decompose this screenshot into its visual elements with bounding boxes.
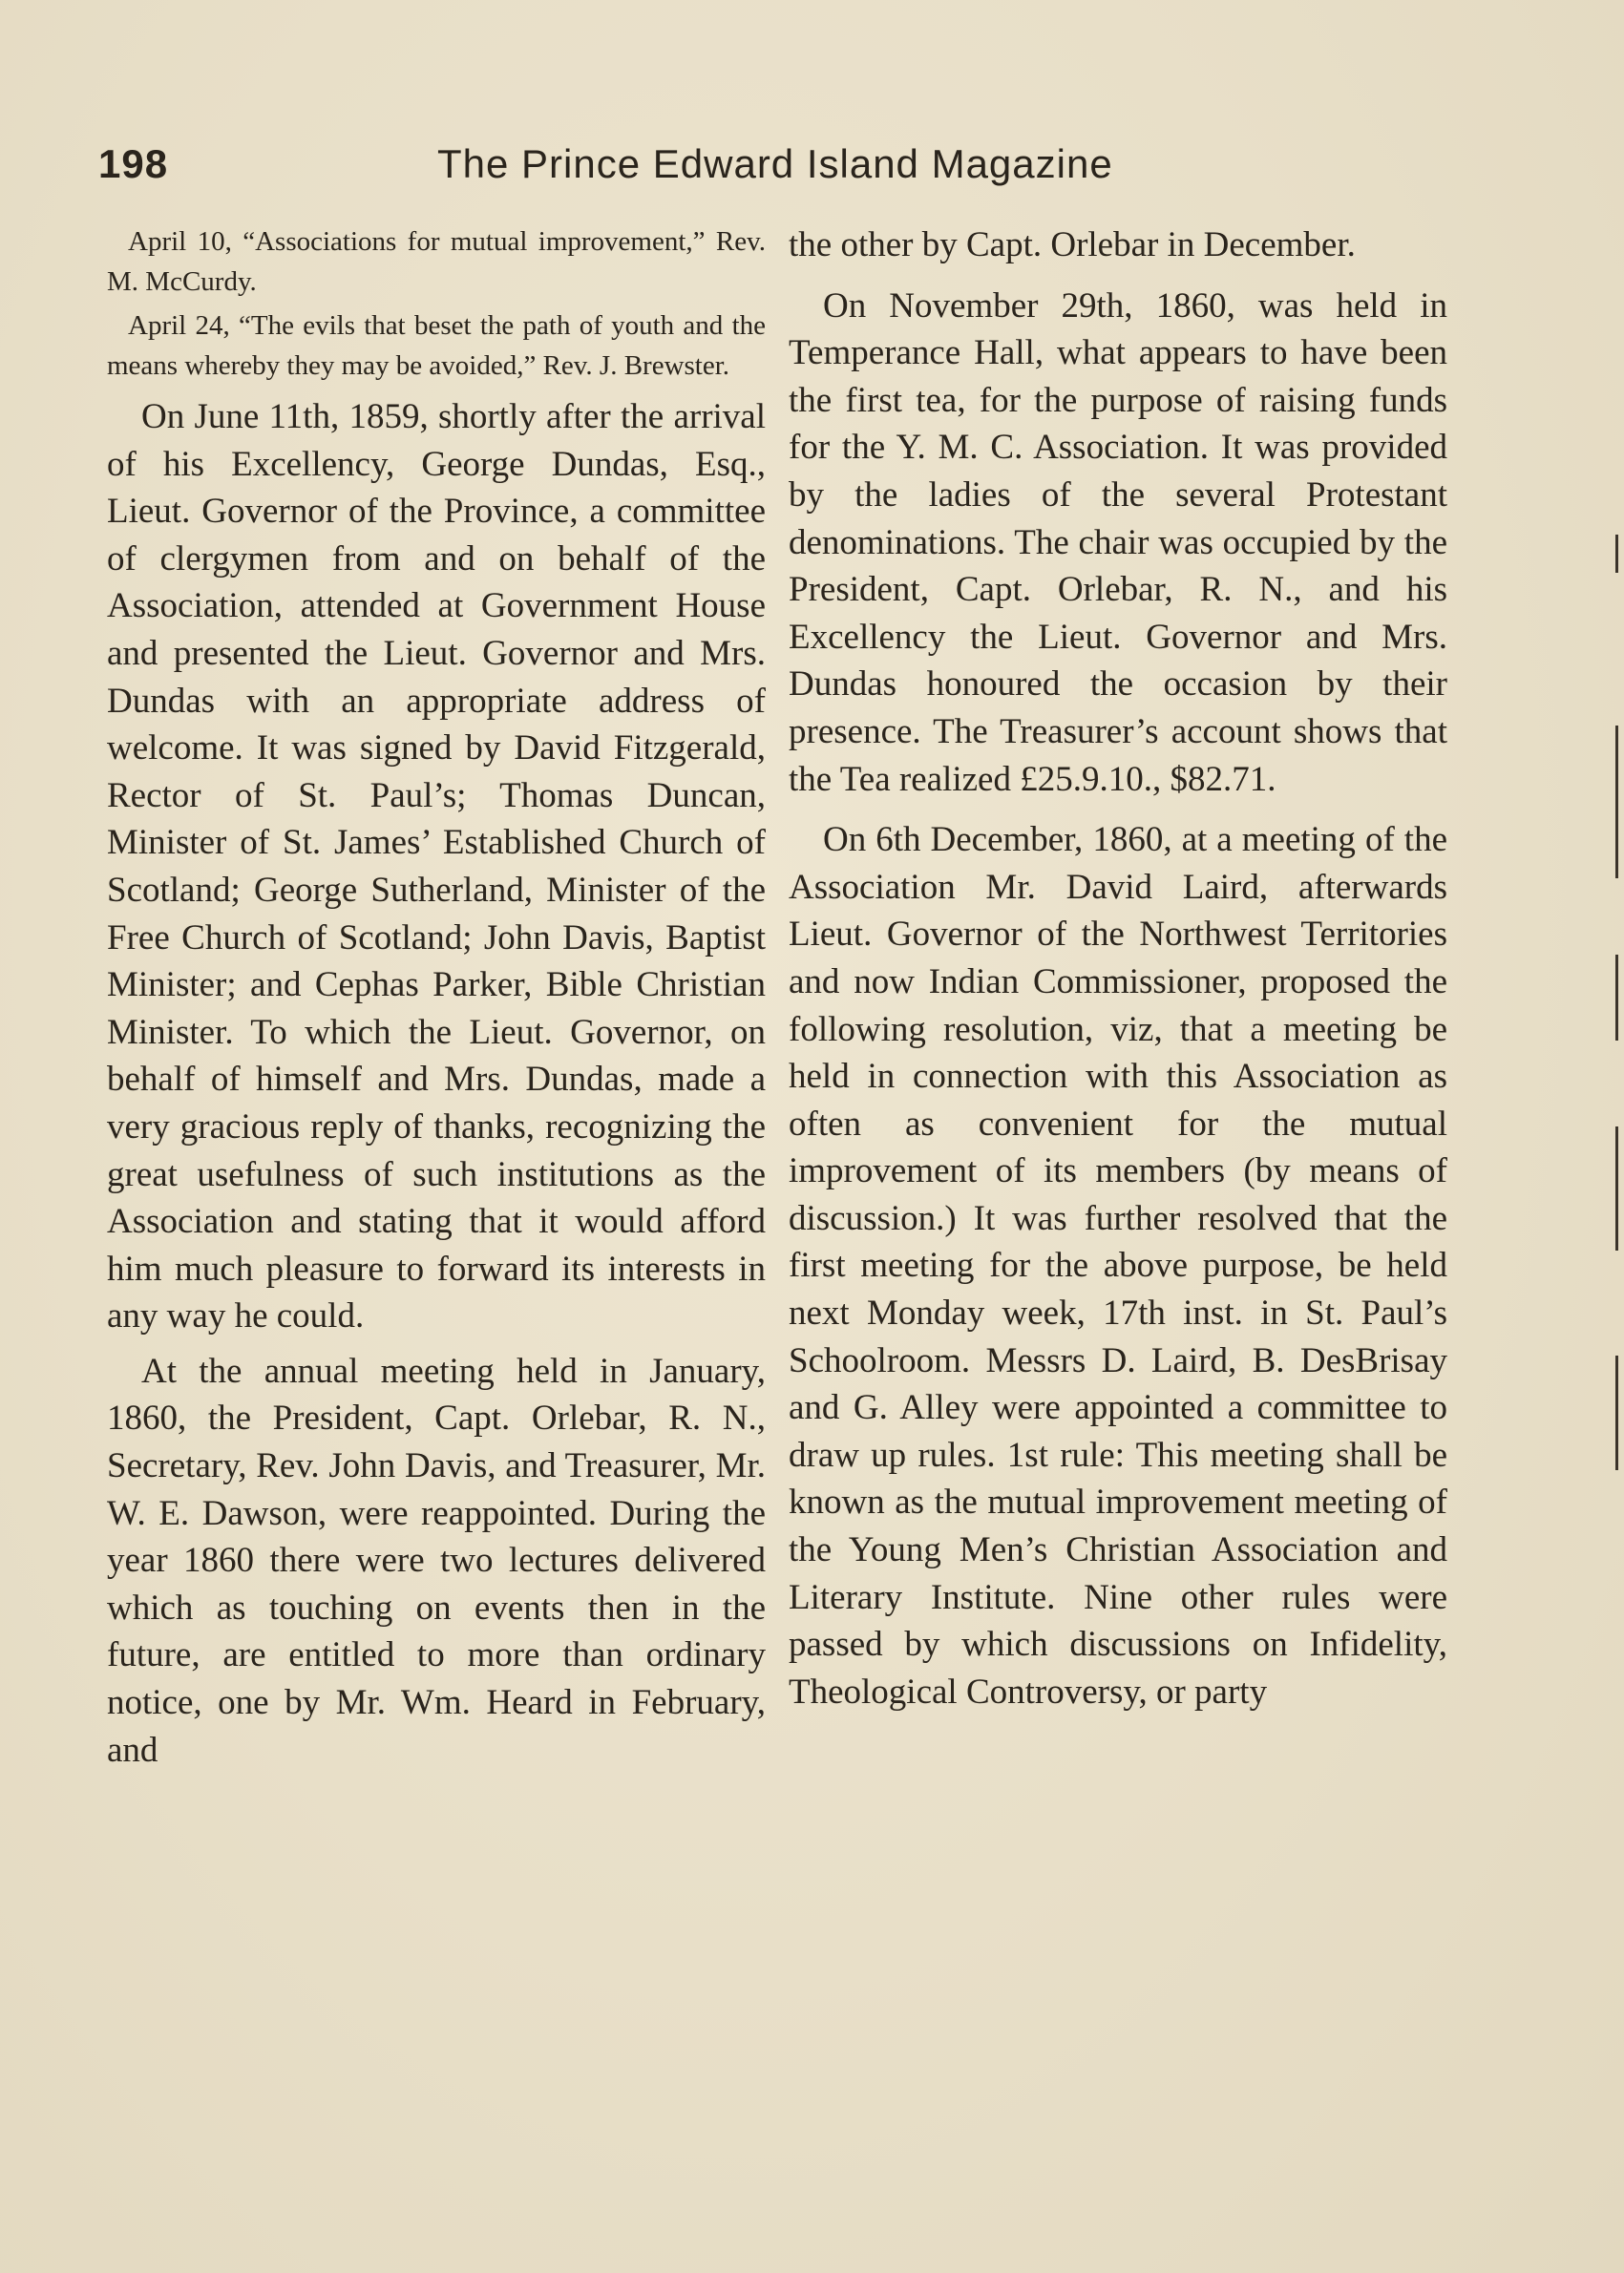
- paragraph-continuation: the other by Capt. Orlebar in December.: [789, 225, 1356, 264]
- lecture-entry-april-24: April 24, “The evils that beset the path of youth and the means whereby they may be avoided,” Rev. J. Brewster.: [107, 310, 766, 381]
- running-title: The Prince Edward Island Magazine: [437, 141, 1113, 186]
- page-number: 198: [98, 141, 169, 186]
- page-edge-mark: [1615, 955, 1618, 1041]
- page-edge-mark: [1615, 535, 1618, 573]
- page-edge-mark: [1615, 1126, 1618, 1251]
- page-header: [98, 141, 1464, 208]
- page-edge-mark: [1615, 1356, 1618, 1470]
- lecture-entry-april-10: April 10, “Associations for mutual improvement,” Rev. M. McCurdy.: [107, 226, 766, 297]
- left-column: [107, 221, 766, 1774]
- right-column: [789, 221, 1447, 1715]
- paragraph-first-tea: On November 29th, 1860, was held in Temperance Hall, what appears to have been the first tea, for the purpose of raising funds for the Y. M. C. Association. It was provided by the ladies of the several Protestant denominations. The chair was occupied by the President, Capt. Orlebar, R. N., and his Excellency the Lieut. Governor and Mrs. Dundas honoured the occasion by their presence. The Treasurer’s account shows that the Tea realized £25.9.10., $82.71.: [789, 285, 1447, 799]
- paragraph-address-of-welcome: On June 11th, 1859, shortly after the arrival of his Excellency, George Dundas, Esq., Lieut. Governor of the Province, a committee of clergymen from and on behalf of the Association, attended at Government House and presented the Lieut. Governor and Mrs. Dundas with an appropriate address of welcome. It was signed by David Fitzgerald, Rector of St. Paul’s; Thomas Duncan, Minister of St. James’ Established Church of Scotland; George Sutherland, Minister of the Free Church of Scotland; John Davis, Baptist Minister; and Cephas Parker, Bible Christian Minister. To which the Lieut. Governor, on behalf of himself and Mrs. Dundas, made a very gracious reply of thanks, recognizing the great usefulness of such institutions as the Association and stating that it would afford him much pleasure to forward its interests in any way he could.: [107, 397, 766, 1336]
- page-edge-mark: [1615, 726, 1618, 878]
- paragraph-annual-meeting: At the annual meeting held in January, 1860, the President, Capt. Orlebar, R. N., Secretary, Rev. John Davis, and Treasurer, Mr. W. E. Dawson, were reappointed. During the year 1860 there were two lectures delivered which as touching on events then in the future, are entitled to more than ordinary notice, one by Mr. Wm. Heard in February, and: [107, 1351, 766, 1770]
- paragraph-mutual-improvement-meeting: On 6th December, 1860, at a meeting of the Association Mr. David Laird, afterwards Lieut. Governor of the Northwest Territories and now Indian Commissioner, proposed the following resolution, viz, that a meeting be held in connection with this Association as often as convenient for the mutual improvement of its members (by means of discussion.) It was further resolved that the first meeting for the above purpose, be held next Monday week, 17th inst. in St. Paul’s Schoolroom. Messrs D. Laird, B. DesBrisay and G. Alley were appointed a committee to draw up rules. 1st rule: This meeting shall be known as the mutual improvement meeting of the Young Men’s Christian Association and Literary Institute. Nine other rules were passed by which discussions on Infidelity, Theological Controversy, or party: [789, 820, 1447, 1712]
